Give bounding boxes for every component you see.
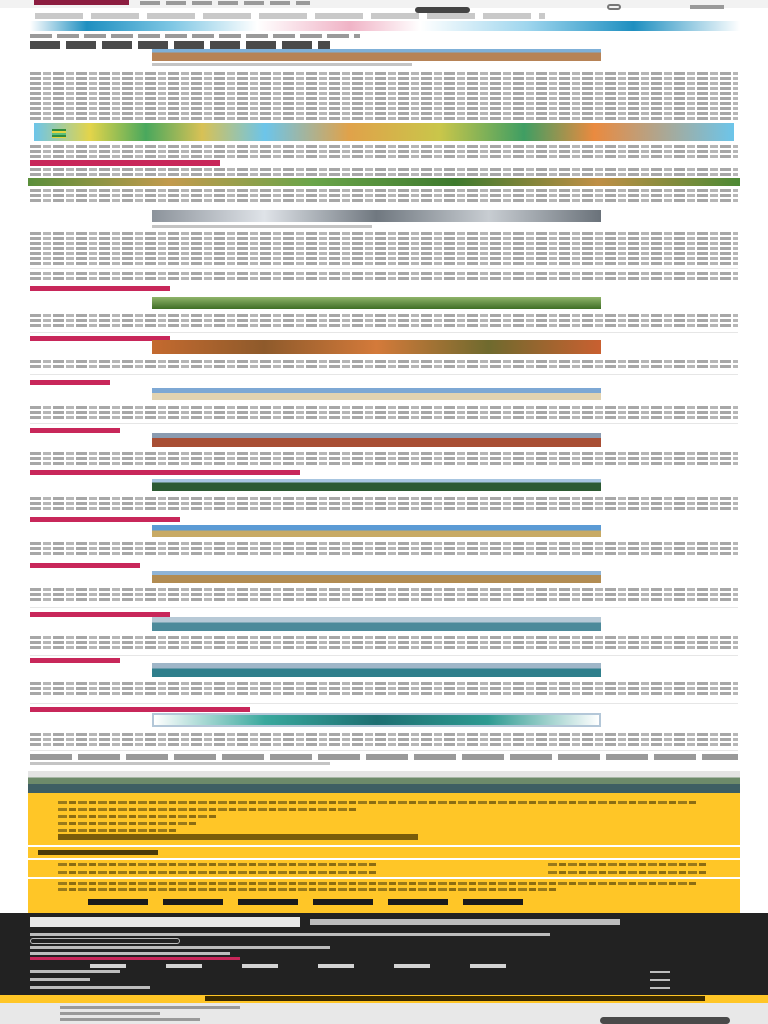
callout-heading (58, 834, 418, 840)
section-heading (30, 563, 140, 568)
taiga-text (30, 497, 738, 512)
section-heading (30, 160, 220, 166)
callout-line (58, 808, 358, 811)
section-heading (30, 707, 250, 712)
banner-text (30, 189, 738, 204)
callout-box (28, 793, 740, 913)
divider (30, 268, 738, 269)
grassland-text (30, 542, 738, 557)
callout-button[interactable] (313, 899, 373, 905)
marine-text (30, 682, 738, 697)
credit-sub (30, 762, 330, 765)
photo-caption-1 (152, 63, 412, 66)
footer-button[interactable] (30, 938, 180, 944)
section-heading (30, 658, 120, 663)
section-heading (30, 286, 170, 291)
footer-link[interactable] (30, 978, 90, 981)
bottom-links (0, 1003, 768, 1024)
world-map (34, 123, 734, 141)
photo-4 (152, 340, 601, 354)
callout-button[interactable] (388, 899, 448, 905)
search-icon[interactable] (607, 4, 621, 10)
callout-line (58, 815, 218, 818)
footer-text (30, 946, 330, 949)
photo-13 (28, 771, 740, 793)
section-heading (30, 336, 170, 341)
callout-divider (28, 877, 740, 879)
callout-line (58, 829, 178, 832)
biome-banner (28, 178, 740, 186)
signin-link[interactable] (690, 5, 724, 9)
photo-10 (152, 617, 601, 631)
callout-subhead (38, 850, 158, 855)
photo-1 (152, 49, 601, 61)
section-heading (30, 470, 300, 475)
ranking-bar (0, 995, 768, 1003)
credit-line (30, 754, 738, 760)
footer-text (30, 933, 550, 936)
callout-date (548, 863, 708, 866)
callout-date (548, 871, 708, 874)
section-heading (30, 428, 120, 433)
bottom-link[interactable] (60, 1006, 240, 1009)
logo[interactable] (34, 0, 129, 5)
section-heading (30, 380, 110, 385)
page-title (30, 41, 330, 49)
map-text (30, 145, 738, 160)
callout-divider (28, 858, 740, 860)
callout-line (58, 801, 698, 804)
photo-9 (152, 571, 601, 583)
callout-link[interactable] (58, 863, 378, 866)
photo-5 (152, 388, 601, 400)
divider (30, 332, 738, 333)
map-legend (52, 129, 66, 138)
callout-divider (28, 845, 740, 847)
divider (30, 655, 738, 656)
expand-icon[interactable] (650, 971, 670, 973)
ranking-text (205, 996, 705, 1001)
divider (30, 423, 738, 424)
expand-icon[interactable] (650, 987, 670, 989)
forest-text (30, 314, 738, 329)
site-footer (0, 913, 768, 995)
photo-6 (152, 433, 601, 447)
footer-logo[interactable] (30, 917, 300, 927)
section-heading (30, 517, 180, 522)
callout-button[interactable] (163, 899, 223, 905)
bottom-link[interactable] (60, 1012, 160, 1015)
autumn-text (30, 360, 738, 370)
photo-caption-2 (152, 225, 372, 228)
callout-line (58, 822, 198, 825)
photo-3 (152, 297, 601, 309)
callout-line (58, 888, 558, 891)
intro-text (30, 72, 738, 122)
divider (30, 607, 738, 608)
photo-8 (152, 525, 601, 537)
photo-11 (152, 663, 601, 677)
section-heading (30, 612, 170, 617)
ice-text (30, 232, 738, 267)
bottom-link[interactable] (60, 1018, 200, 1021)
nav-links[interactable] (140, 1, 310, 5)
divider (30, 703, 738, 704)
callout-button[interactable] (238, 899, 298, 905)
subnav-bar[interactable] (35, 13, 545, 19)
photo-7 (152, 479, 601, 491)
footer-link[interactable] (30, 970, 120, 973)
divider (30, 750, 738, 751)
footer-link[interactable] (30, 986, 150, 989)
footer-text (30, 952, 230, 955)
photo-2 (152, 210, 601, 222)
divider (30, 374, 738, 375)
cookie-pill[interactable] (600, 1017, 730, 1024)
callout-link[interactable] (58, 871, 378, 874)
ice-text-2 (30, 272, 738, 282)
section-text (30, 168, 738, 178)
freshwater-text (30, 636, 738, 651)
callout-line (58, 882, 698, 885)
expand-icon[interactable] (650, 979, 670, 981)
footer-tagline (310, 919, 620, 925)
tundra-text (30, 452, 738, 467)
breadcrumb[interactable] (30, 34, 360, 38)
social-icons[interactable] (90, 964, 510, 968)
footer-accent-bar (30, 957, 240, 960)
savanna-text (30, 588, 738, 603)
photo-12 (152, 713, 601, 727)
coral-text (30, 733, 738, 748)
callout-button[interactable] (463, 899, 523, 905)
desert-text (30, 406, 738, 421)
hero-banner (30, 21, 740, 31)
callout-button[interactable] (88, 899, 148, 905)
